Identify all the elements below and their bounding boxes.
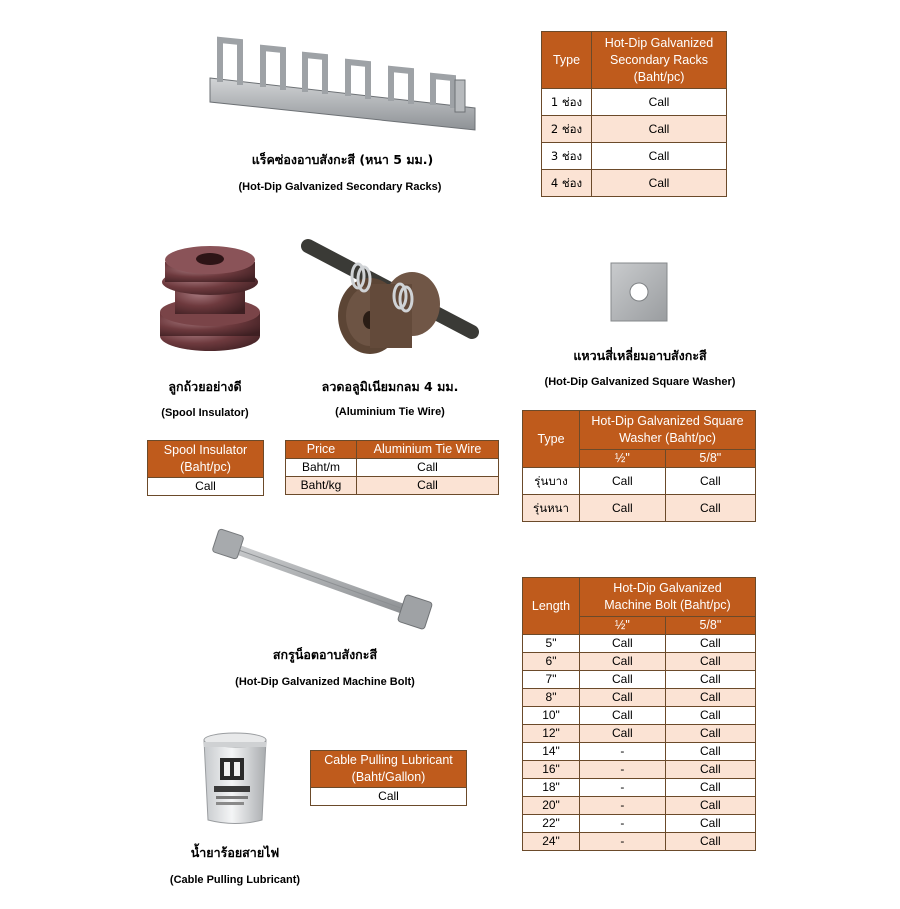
bolt-price-five-eighths: Call (665, 635, 755, 653)
bolt-length: 18" (523, 779, 580, 797)
tie-wire-price-table (285, 440, 499, 495)
bolt-price-half: - (580, 779, 666, 797)
racks-price: Call (592, 89, 727, 116)
washer-type: รุ่นบาง (523, 468, 580, 495)
table-row (523, 495, 756, 522)
table-row (523, 689, 756, 707)
bolt-price-five-eighths: Call (665, 761, 755, 779)
racks-caption-english: (Hot-Dip Galvanized Secondary Racks) (238, 181, 442, 193)
washer-price-five-eighths: Call (665, 468, 755, 495)
table-row (523, 671, 756, 689)
table-row (542, 89, 727, 116)
tie-wire-caption-english: (Aluminium Tie Wire) (335, 406, 445, 418)
table-row (523, 779, 756, 797)
bolt-price-half: Call (580, 707, 666, 725)
racks-price-table (541, 31, 727, 197)
bolt-price-five-eighths: Call (665, 653, 755, 671)
bolt-price-half: Call (580, 653, 666, 671)
spool-insulator-image (155, 240, 265, 355)
table-row (542, 116, 727, 143)
spool-price: Call (148, 478, 264, 496)
bolt-price-five-eighths: Call (665, 671, 755, 689)
racks-price: Call (592, 170, 727, 197)
table-row (542, 143, 727, 170)
table-row (523, 797, 756, 815)
bolt-caption-thai: สกรูน็อตอาบสังกะสี (272, 647, 378, 662)
bolt-price-five-eighths: Call (665, 833, 755, 851)
bolt-price-five-eighths: Call (665, 797, 755, 815)
table-row (523, 468, 756, 495)
racks-price: Call (592, 116, 727, 143)
table-row (148, 478, 264, 496)
tie-wire-header-price: Price (286, 441, 357, 459)
spool-caption-english: (Spool Insulator) (161, 407, 249, 419)
washer-header-product: Hot-Dip Galvanized Square Washer (Baht/pc) (580, 411, 756, 450)
table-row (523, 635, 756, 653)
bolt-length: 5" (523, 635, 580, 653)
table-row (523, 815, 756, 833)
bolt-price-five-eighths: Call (665, 689, 755, 707)
washer-header-type: Type (523, 411, 580, 468)
bolt-header-length: Length (523, 578, 580, 635)
bolt-price-half: - (580, 743, 666, 761)
bolt-header-product: Hot-Dip Galvanized Machine Bolt (Baht/pc) (580, 578, 756, 617)
bolt-price-half: - (580, 761, 666, 779)
racks-type: 3 ช่อง (542, 143, 592, 170)
machine-bolt-image (205, 528, 445, 636)
bolt-price-half: - (580, 797, 666, 815)
tie-wire-unit: Baht/kg (286, 477, 357, 495)
tie-wire-unit: Baht/m (286, 459, 357, 477)
bolt-size-half: ½" (580, 617, 666, 635)
racks-caption-thai: แร็คซ่องอาบสังกะสี (หนา 5 มม.) (251, 152, 434, 167)
bolt-price-half: Call (580, 635, 666, 653)
lubricant-caption-english: (Cable Pulling Lubricant) (169, 874, 301, 886)
bolt-length: 16" (523, 761, 580, 779)
lubricant-price: Call (311, 788, 467, 806)
tie-wire-caption-thai: ลวดอลูมิเนียมกลม 4 มม. (321, 379, 459, 394)
bolt-price-half: Call (580, 725, 666, 743)
bolt-length: 7" (523, 671, 580, 689)
racks-header-product: Hot-Dip Galvanized Secondary Racks (Baht/pc) (592, 32, 727, 89)
bolt-price-half: Call (580, 671, 666, 689)
tie-wire-price: Call (357, 459, 499, 477)
washer-price-half: Call (580, 495, 666, 522)
bolt-price-five-eighths: Call (665, 815, 755, 833)
table-row (523, 743, 756, 761)
racks-price: Call (592, 143, 727, 170)
spool-price-table (147, 440, 264, 496)
bolt-length: 12" (523, 725, 580, 743)
bolt-price-five-eighths: Call (665, 779, 755, 797)
washer-price-five-eighths: Call (665, 495, 755, 522)
washer-size-half: ½" (580, 450, 666, 468)
spool-caption-thai: ลูกถ้วยอย่างดี (168, 379, 242, 394)
bolt-price-half: - (580, 833, 666, 851)
bolt-price-five-eighths: Call (665, 707, 755, 725)
washer-caption-thai: แหวนสี่เหลี่ยมอาบสังกะสี (573, 348, 707, 363)
lubricant-header: Cable Pulling Lubricant (Baht/Gallon) (311, 751, 467, 788)
table-row (523, 725, 756, 743)
table-row (523, 761, 756, 779)
table-row (286, 477, 499, 495)
table-row (311, 788, 467, 806)
bolt-length: 10" (523, 707, 580, 725)
bolt-length: 24" (523, 833, 580, 851)
racks-type: 2 ช่อง (542, 116, 592, 143)
secondary-rack-image (205, 30, 490, 140)
bolt-caption-english: (Hot-Dip Galvanized Machine Bolt) (235, 676, 415, 688)
bolt-size-five-eighths: 5/8" (665, 617, 755, 635)
lubricant-caption-thai: น้ำยาร้อยสายไฟ (190, 845, 280, 860)
bolt-price-five-eighths: Call (665, 743, 755, 761)
aluminium-tie-wire-image (300, 236, 480, 366)
washer-size-five-eighths: 5/8" (665, 450, 755, 468)
table-row (523, 653, 756, 671)
bolt-length: 14" (523, 743, 580, 761)
bolt-length: 6" (523, 653, 580, 671)
bolt-price-half: - (580, 815, 666, 833)
bolt-length: 22" (523, 815, 580, 833)
bolt-price-half: Call (580, 689, 666, 707)
tie-wire-header-product: Aluminium Tie Wire (357, 441, 499, 459)
washer-type: รุ่นหนา (523, 495, 580, 522)
washer-price-half: Call (580, 468, 666, 495)
bolt-length: 8" (523, 689, 580, 707)
table-row (286, 459, 499, 477)
washer-caption-english: (Hot-Dip Galvanized Square Washer) (544, 376, 736, 388)
table-row (523, 833, 756, 851)
table-row (523, 707, 756, 725)
square-washer-image (610, 262, 668, 322)
tie-wire-price: Call (357, 477, 499, 495)
lubricant-price-table (310, 750, 467, 806)
bolt-price-table (522, 577, 756, 851)
washer-price-table (522, 410, 756, 522)
bolt-length: 20" (523, 797, 580, 815)
racks-type: 1 ช่อง (542, 89, 592, 116)
bolt-price-five-eighths: Call (665, 725, 755, 743)
cable-lubricant-image (198, 728, 272, 828)
racks-type: 4 ช่อง (542, 170, 592, 197)
racks-header-type: Type (542, 32, 592, 89)
table-row (542, 170, 727, 197)
spool-header: Spool Insulator (Baht/pc) (148, 441, 264, 478)
